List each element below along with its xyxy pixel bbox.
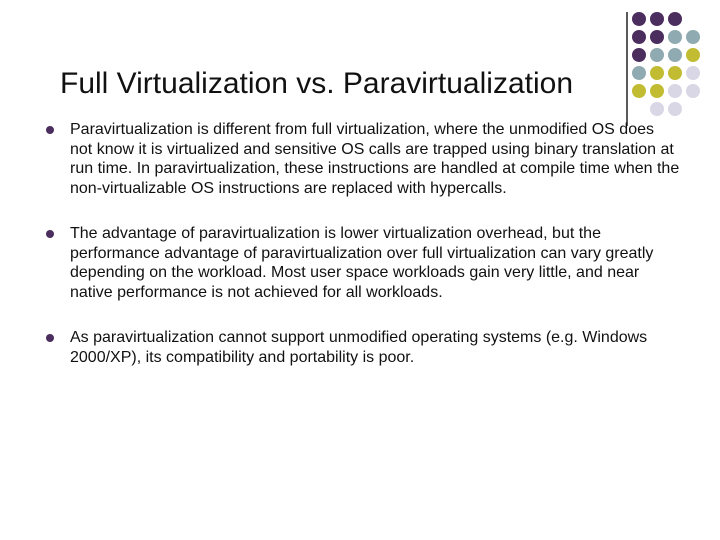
decorative-dot: [632, 84, 646, 98]
bullet-item-2: [50, 224, 680, 302]
decorative-dot: [650, 102, 664, 116]
slide-title: Full Virtualization vs. Paravirtualization: [60, 67, 574, 100]
decorative-dot-grid: [632, 12, 720, 120]
bullet-text-3: As paravirtualization cannot support unmodified operating systems (e.g. Windows 2000/XP), its compatibility and portability is poor.: [70, 329, 648, 366]
decorative-dot: [668, 84, 682, 98]
decorative-dot: [686, 30, 700, 44]
bullet-dot-icon: [46, 334, 54, 342]
bullet-list: [50, 120, 680, 393]
bullet-item-3: [50, 328, 680, 367]
decorative-dot: [632, 48, 646, 62]
decorative-dot: [632, 66, 646, 80]
bullet-text-1: Paravirtualization is different from full virtualization, where the unmodified OS does not know it is virtualized and sensitive OS calls are trapped using binary translation at run time. In paravirtualization, these instructions are handled at compile time when the non-virtualizable OS instructions are replaced with hypercalls.: [70, 121, 680, 197]
decorative-dot: [668, 12, 682, 26]
decorative-dot: [650, 48, 664, 62]
decorative-dot: [668, 30, 682, 44]
decorative-dot: [686, 48, 700, 62]
bullet-item-1: [50, 120, 680, 198]
decorative-dot: [686, 84, 700, 98]
decorative-dot: [668, 102, 682, 116]
decorative-dot: [668, 66, 682, 80]
decorative-dot: [632, 12, 646, 26]
decorative-dot: [686, 66, 700, 80]
bullet-dot-icon: [46, 230, 54, 238]
decorative-dot: [650, 84, 664, 98]
decorative-dot: [650, 66, 664, 80]
bullet-dot-icon: [46, 126, 54, 134]
decorative-vertical-line: [626, 12, 628, 126]
decorative-dot: [650, 12, 664, 26]
decorative-dot: [650, 30, 664, 44]
bullet-text-2: The advantage of paravirtualization is lower virtualization overhead, but the performance advantage of paravirtualization over full virtualization can vary greatly depending on the workload. Most user space workloads gain very little, and near native performance is not achieved for all workloads.: [70, 225, 654, 301]
decorative-dot: [668, 48, 682, 62]
decorative-dot: [632, 30, 646, 44]
